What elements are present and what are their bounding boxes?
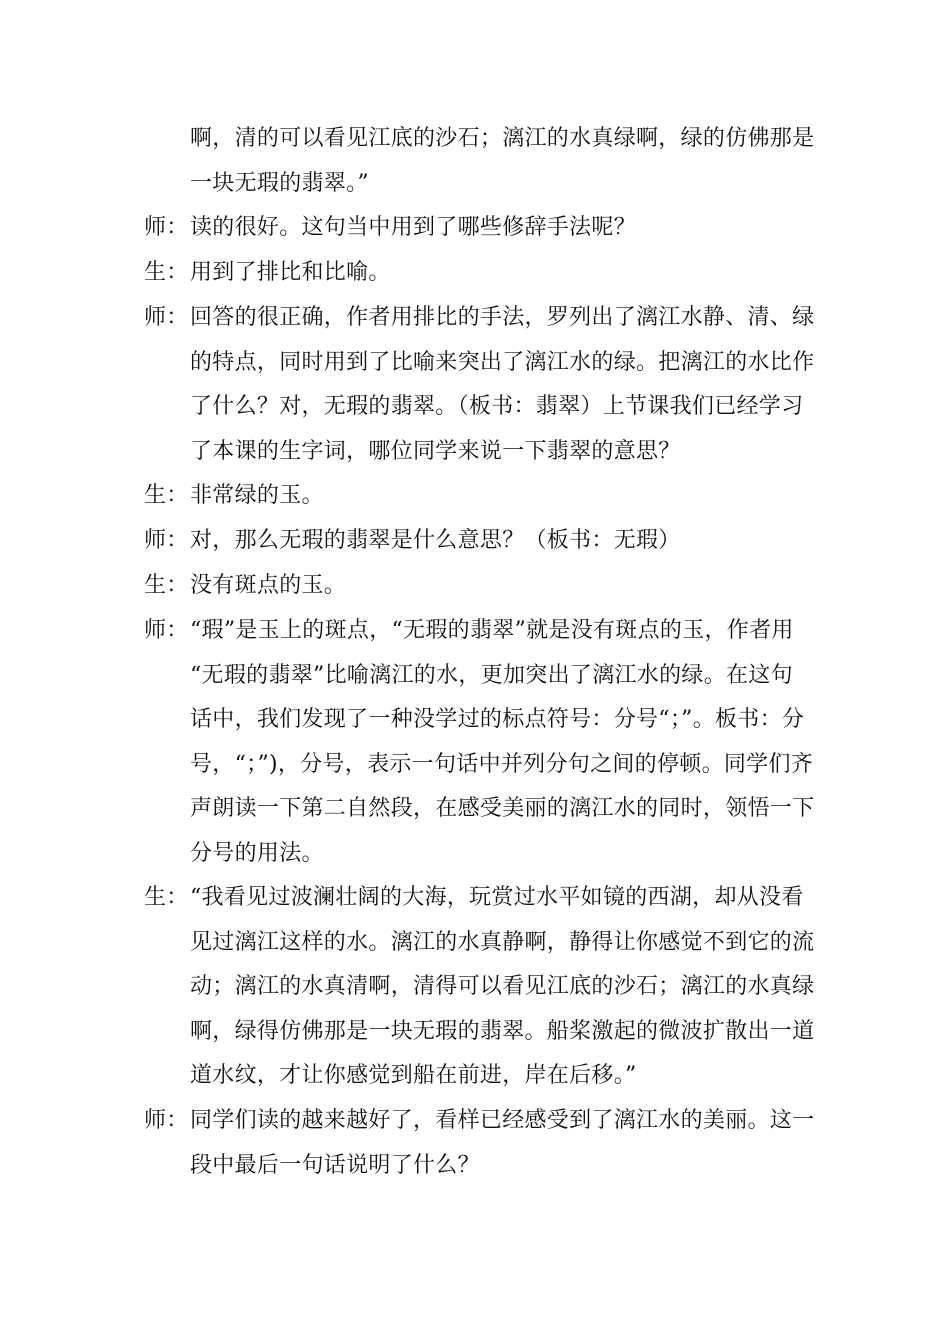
text-line: 回答的很正确，作者用排比的手法，罗列出了漓江水静、清、绿 — [190, 305, 815, 330]
dialogue-entry — [144, 206, 812, 251]
dialogue-text — [190, 206, 812, 251]
speaker-label: 生： — [144, 260, 189, 285]
dialogue-text — [190, 609, 814, 876]
speaker-label: 师： — [144, 305, 189, 330]
text-line: 同学们读的越来越好了，看样已经感受到了漓江水的美丽。这一 — [190, 1108, 815, 1133]
speaker-label: 师： — [144, 528, 189, 553]
text-line: “我看见过波澜壮阔的大海，玩赏过水平如镜的西湖，却从没看 — [190, 885, 804, 910]
speaker-label: 师： — [144, 618, 189, 643]
dialogue-text — [190, 876, 814, 1099]
text-line: 啊，清的可以看见江底的沙石；漓江的水真绿啊，绿的仿佛那是 — [190, 126, 815, 151]
dialogue-entry — [144, 474, 812, 519]
dialogue-entry — [144, 609, 815, 876]
speaker-label: 生： — [144, 573, 189, 598]
speaker-label: 师： — [144, 215, 189, 240]
text-line: 话中，我们发现了一种没学过的标点符号：分号“；”。板书：分 — [190, 707, 805, 732]
text-line: 一块无瑕的翡翠。” — [190, 170, 369, 196]
dialogue-entry — [144, 564, 812, 609]
text-line: 了什么？对，无瑕的翡翠。（板书：翡翠）上节课我们已经学习 — [190, 394, 804, 419]
text-line: “无瑕的翡翠”比喻漓江的水，更加突出了漓江水的绿。在这句 — [190, 662, 793, 688]
text-line: “瑕”是玉上的斑点，“无瑕的翡翠”就是没有斑点的玉，作者用 — [190, 618, 794, 643]
dialogue-text — [190, 251, 812, 296]
dialogue-text — [190, 564, 812, 609]
text-line: 了本课的生字词，哪位同学来说一下翡翠的意思？ — [190, 438, 681, 464]
dialogue-text — [190, 519, 812, 564]
paragraph-text — [144, 117, 814, 206]
text-line: 段中最后一句话说明了什么？ — [190, 1152, 480, 1178]
text-line: 啊，绿得仿佛那是一块无瑕的翡翠。船桨激起的微波扩散出一道 — [190, 1018, 815, 1044]
text-line: 对，那么无瑕的翡翠是什么意思？（板书：无瑕） — [190, 528, 681, 553]
dialogue-entry — [144, 296, 815, 474]
text-line: 分号的用法。 — [190, 840, 324, 866]
dialogue-entry — [144, 876, 815, 1099]
text-line: 声朗读一下第二自然段，在感受美丽的漓江水的同时，领悟一下 — [190, 796, 815, 821]
dialogue-entry — [144, 519, 812, 564]
continuation-paragraph — [144, 117, 815, 206]
speaker-label: 生： — [144, 885, 189, 910]
text-line: 的特点，同时用到了比喻来突出了漓江水的绿。把漓江的水比作 — [190, 349, 815, 375]
speaker-label: 师： — [144, 1108, 189, 1133]
dialogue-text — [190, 296, 814, 474]
dialogue-text — [190, 1099, 814, 1188]
text-line: 见过漓江这样的水。漓江的水真静啊，静得让你感觉不到它的流 — [190, 929, 815, 955]
dialogue-entry — [144, 251, 812, 296]
dialogue-entry — [144, 1099, 815, 1188]
dialogue-text — [190, 474, 812, 519]
text-line: 动；漓江的水真清啊，清得可以看见江底的沙石；漓江的水真绿 — [190, 974, 815, 999]
text-line: 读的很好。这句当中用到了哪些修辞手法呢？ — [190, 215, 637, 240]
text-line: 道水纹，才让你感觉到船在前进，岸在后移。” — [190, 1063, 637, 1088]
text-line: 号，“；”)，分号，表示一句话中并列分句之间的停顿。同学们齐 — [190, 751, 814, 777]
text-line: 没有斑点的玉。 — [190, 573, 347, 598]
speaker-label: 生： — [144, 483, 189, 508]
text-line: 非常绿的玉。 — [190, 483, 324, 508]
text-line: 用到了排比和比喻。 — [190, 260, 391, 285]
